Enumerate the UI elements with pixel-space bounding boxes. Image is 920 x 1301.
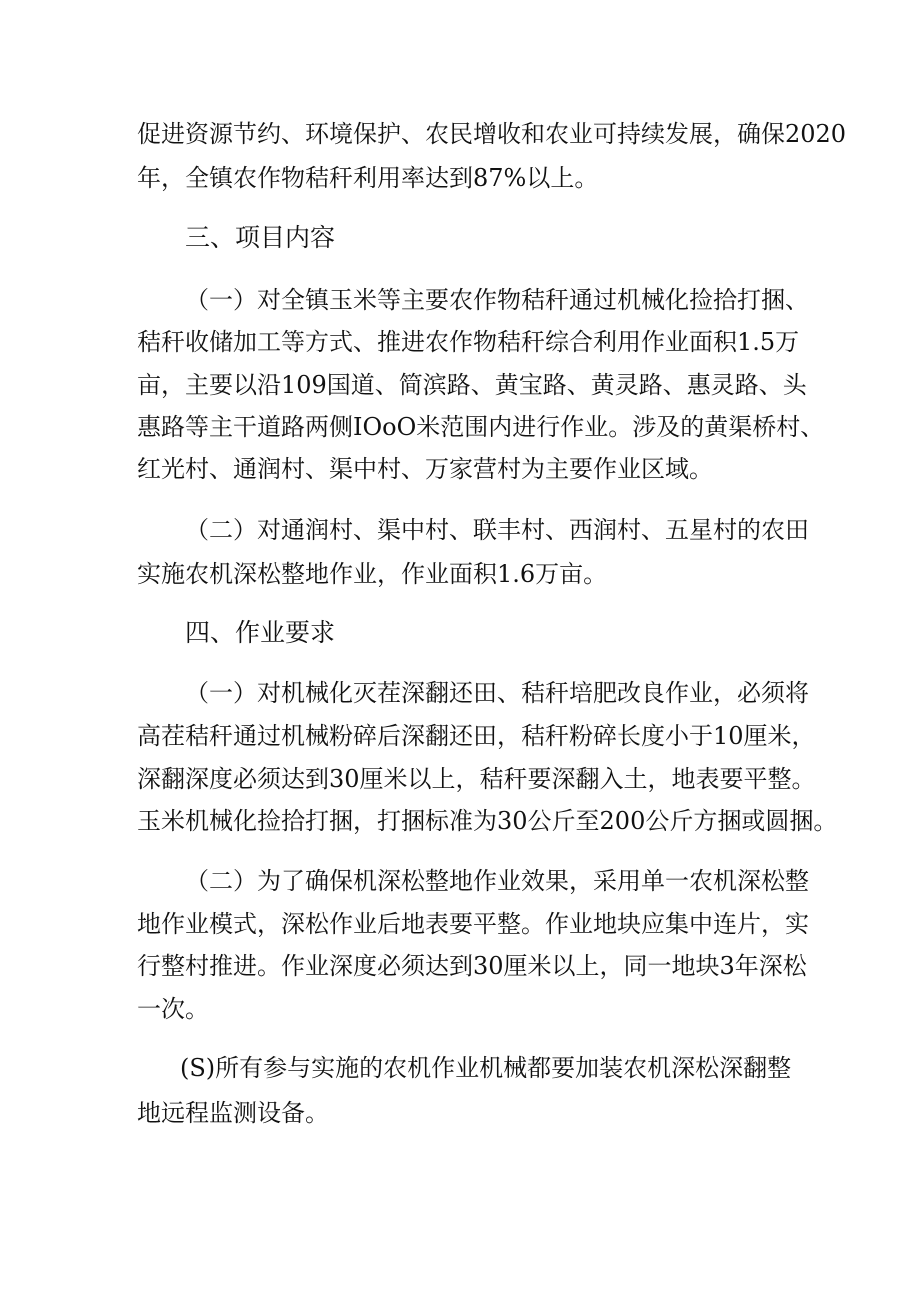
paragraph-line: 行整村推进。作业深度必须达到30厘米以上，同一地块3年深松 <box>137 952 807 980</box>
paragraph-line: 地作业模式，深松作业后地表要平整。作业地块应集中连片，实 <box>137 910 809 938</box>
paragraph-line: （一）对全镇玉米等主要农作物秸秆通过机械化捡拾打捆、 <box>185 286 809 314</box>
paragraph-line: 促进资源节约、环境保护、农民增收和农业可持续发展，确保2020 <box>137 120 847 148</box>
paragraph-line: 惠路等主干道路两侧IOoO米范围内进行作业。涉及的黄渠桥村、 <box>137 413 825 441</box>
paragraph-line: （二）为了确保机深松整地作业效果，采用单一农机深松整 <box>185 867 809 895</box>
paragraph-line: 红光村、通润村、渠中村、万家营村为主要作业区域。 <box>137 455 713 483</box>
paragraph-line: 深翻深度必须达到30厘米以上，秸秆要深翻入土，地表要平整。 <box>137 765 816 793</box>
paragraph-line: 玉米机械化捡拾打捆，打捆标准为30公斤至200公斤方捆或圆捆。 <box>137 807 838 835</box>
section-heading: 三、项目内容 <box>185 223 336 252</box>
paragraph-line: 高茬秸秆通过机械粉碎后深翻还田，秸秆粉碎长度小于10厘米， <box>137 722 816 750</box>
section-heading: 四、作业要求 <box>185 618 336 647</box>
paragraph-line: (S)所有参与实施的农机作业机械都要加装农机深松深翻整 <box>180 1054 792 1082</box>
paragraph-line: 年，全镇农作物秸秆利用率达到87%以上。 <box>137 164 599 192</box>
paragraph-line: 秸秆收储加工等方式、推进农作物秸秆综合利用作业面积1.5万 <box>137 328 800 356</box>
paragraph-line: （二）对通润村、渠中村、联丰村、西润村、五星村的农田 <box>185 516 809 544</box>
paragraph-line: 亩，主要以沿109国道、简滨路、黄宝路、黄灵路、惠灵路、头 <box>137 371 807 399</box>
paragraph-line: 实施农机深松整地作业，作业面积1.6万亩。 <box>137 560 608 588</box>
paragraph-line: 一次。 <box>137 995 209 1023</box>
paragraph-line: （一）对机械化灭茬深翻还田、秸秆培肥改良作业，必须将 <box>185 679 809 707</box>
paragraph-line: 地远程监测设备。 <box>137 1099 329 1127</box>
